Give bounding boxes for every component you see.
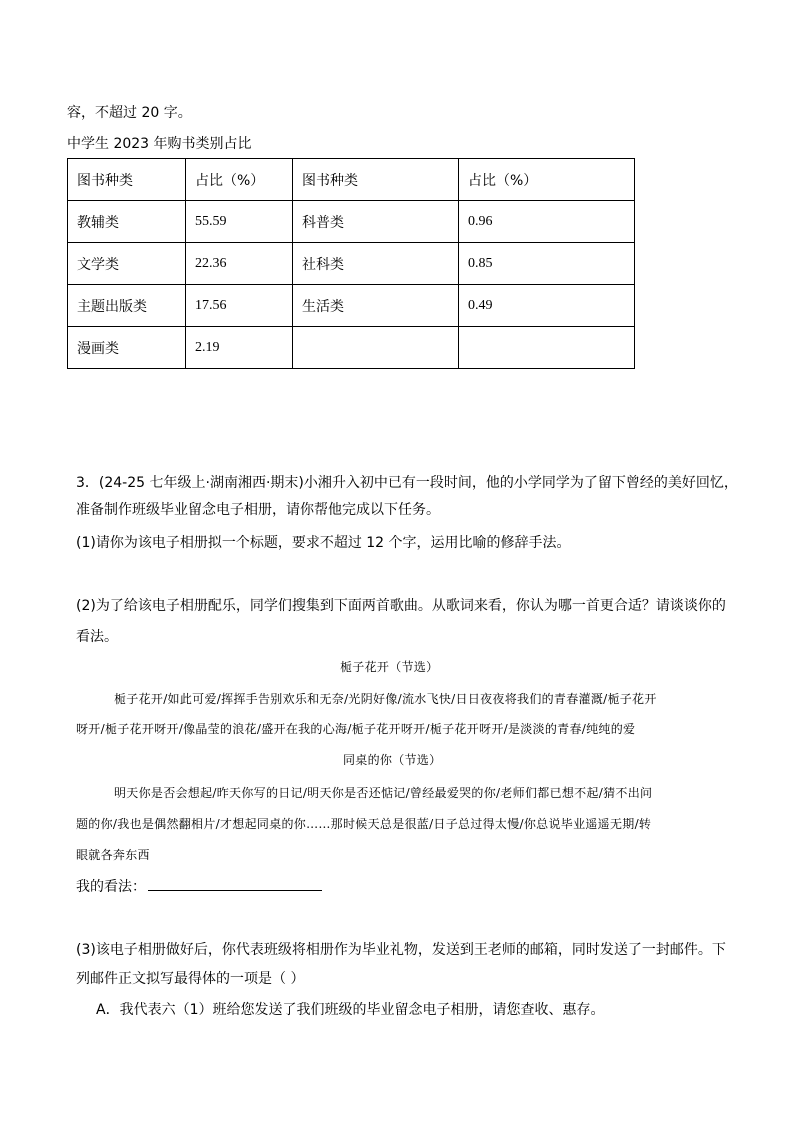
- table-header-row: [68, 159, 635, 201]
- table-cell: 漫画类: [68, 327, 186, 369]
- table-cell: 科普类: [293, 201, 459, 243]
- table-cell: 文学类: [68, 243, 186, 285]
- my-view-row: [76, 876, 322, 897]
- song-1-lyrics: 栀子花开/如此可爱/挥挥手告别欢乐和无奈/光阴好像/流水飞快/日日夜夜将我们的青春灌溉/栀子花开: [114, 692, 657, 706]
- intro-line: 容，不超过 20 字。: [67, 105, 192, 121]
- table-cell: 2.19: [186, 327, 293, 369]
- table-cell: 17.56: [186, 285, 293, 327]
- table-cell: 主题出版类: [68, 285, 186, 327]
- table-cell: 教辅类: [68, 201, 186, 243]
- sub-question-1: (1)请你为该电子相册拟一个标题，要求不超过 12 个字，运用比喻的修辞手法。: [76, 535, 571, 551]
- book-category-table: [67, 158, 635, 369]
- table-cell: 22.36: [186, 243, 293, 285]
- table-cell: 55.59: [186, 201, 293, 243]
- song-2-title: 同桌的你（节选）: [343, 753, 442, 767]
- table-row: [68, 285, 635, 327]
- table-header-cell: 占比（%）: [459, 159, 635, 201]
- table-cell: 0.85: [459, 243, 635, 285]
- question-3-stem: 3．(24-25 七年级上·湖南湘西·期末)小湘升入初中已有一段时间，他的小学同学为了留下曾经的美好回忆，: [76, 475, 738, 491]
- table-row: [68, 327, 635, 369]
- song-2-lyrics-cont: 题的你/我也是偶然翻相片/才想起同桌的你……那时候天总是很蓝/日子总过得太慢/你总说毕业遥遥无期/转: [76, 817, 652, 831]
- table-header-cell: 占比（%）: [186, 159, 293, 201]
- table-row: [68, 201, 635, 243]
- option-a: A．我代表六（1）班给您发送了我们班级的毕业留念电子相册，请您查收、惠存。: [96, 1002, 605, 1018]
- sub-question-2: (2)为了给该电子相册配乐，同学们搜集到下面两首歌曲。从歌词来看，你认为哪一首更合适？请谈谈你的: [76, 598, 726, 614]
- table-row: [68, 243, 635, 285]
- question-3-stem-cont: 准备制作班级毕业留念电子相册，请你帮他完成以下任务。: [76, 502, 440, 518]
- song-1-title: 栀子花开（节选）: [340, 660, 439, 674]
- song-2-lyrics-end: 眼就各奔东西: [76, 848, 150, 862]
- table-cell: 生活类: [293, 285, 459, 327]
- my-view-label: 我的看法：: [76, 879, 146, 895]
- sub-question-3: (3)该电子相册做好后，你代表班级将相册作为毕业礼物，发送到王老师的邮箱，同时发送了一封邮件。下: [76, 942, 726, 958]
- sub-question-3-cont: 列邮件正文拟写最得体的一项是（ ）: [76, 971, 305, 987]
- table-header-cell: 图书种类: [293, 159, 459, 201]
- table-cell: [459, 327, 635, 369]
- table-cell: 0.49: [459, 285, 635, 327]
- table-cell: 社科类: [293, 243, 459, 285]
- answer-blank[interactable]: [148, 876, 322, 891]
- song-2-lyrics: 明天你是否会想起/昨天你写的日记/明天你是否还惦记/曾经最爱哭的你/老师们都已想不起/猜不出问: [114, 786, 653, 800]
- table-header-cell: 图书种类: [68, 159, 186, 201]
- song-1-lyrics-cont: 呀开/栀子花开呀开/像晶莹的浪花/盛开在我的心海/栀子花开呀开/栀子花开呀开/是淡淡的青春/纯纯的爱: [76, 722, 636, 736]
- table-caption: 中学生 2023 年购书类别占比: [67, 136, 252, 152]
- table-cell: [293, 327, 459, 369]
- sub-question-2-cont: 看法。: [76, 629, 118, 645]
- table-cell: 0.96: [459, 201, 635, 243]
